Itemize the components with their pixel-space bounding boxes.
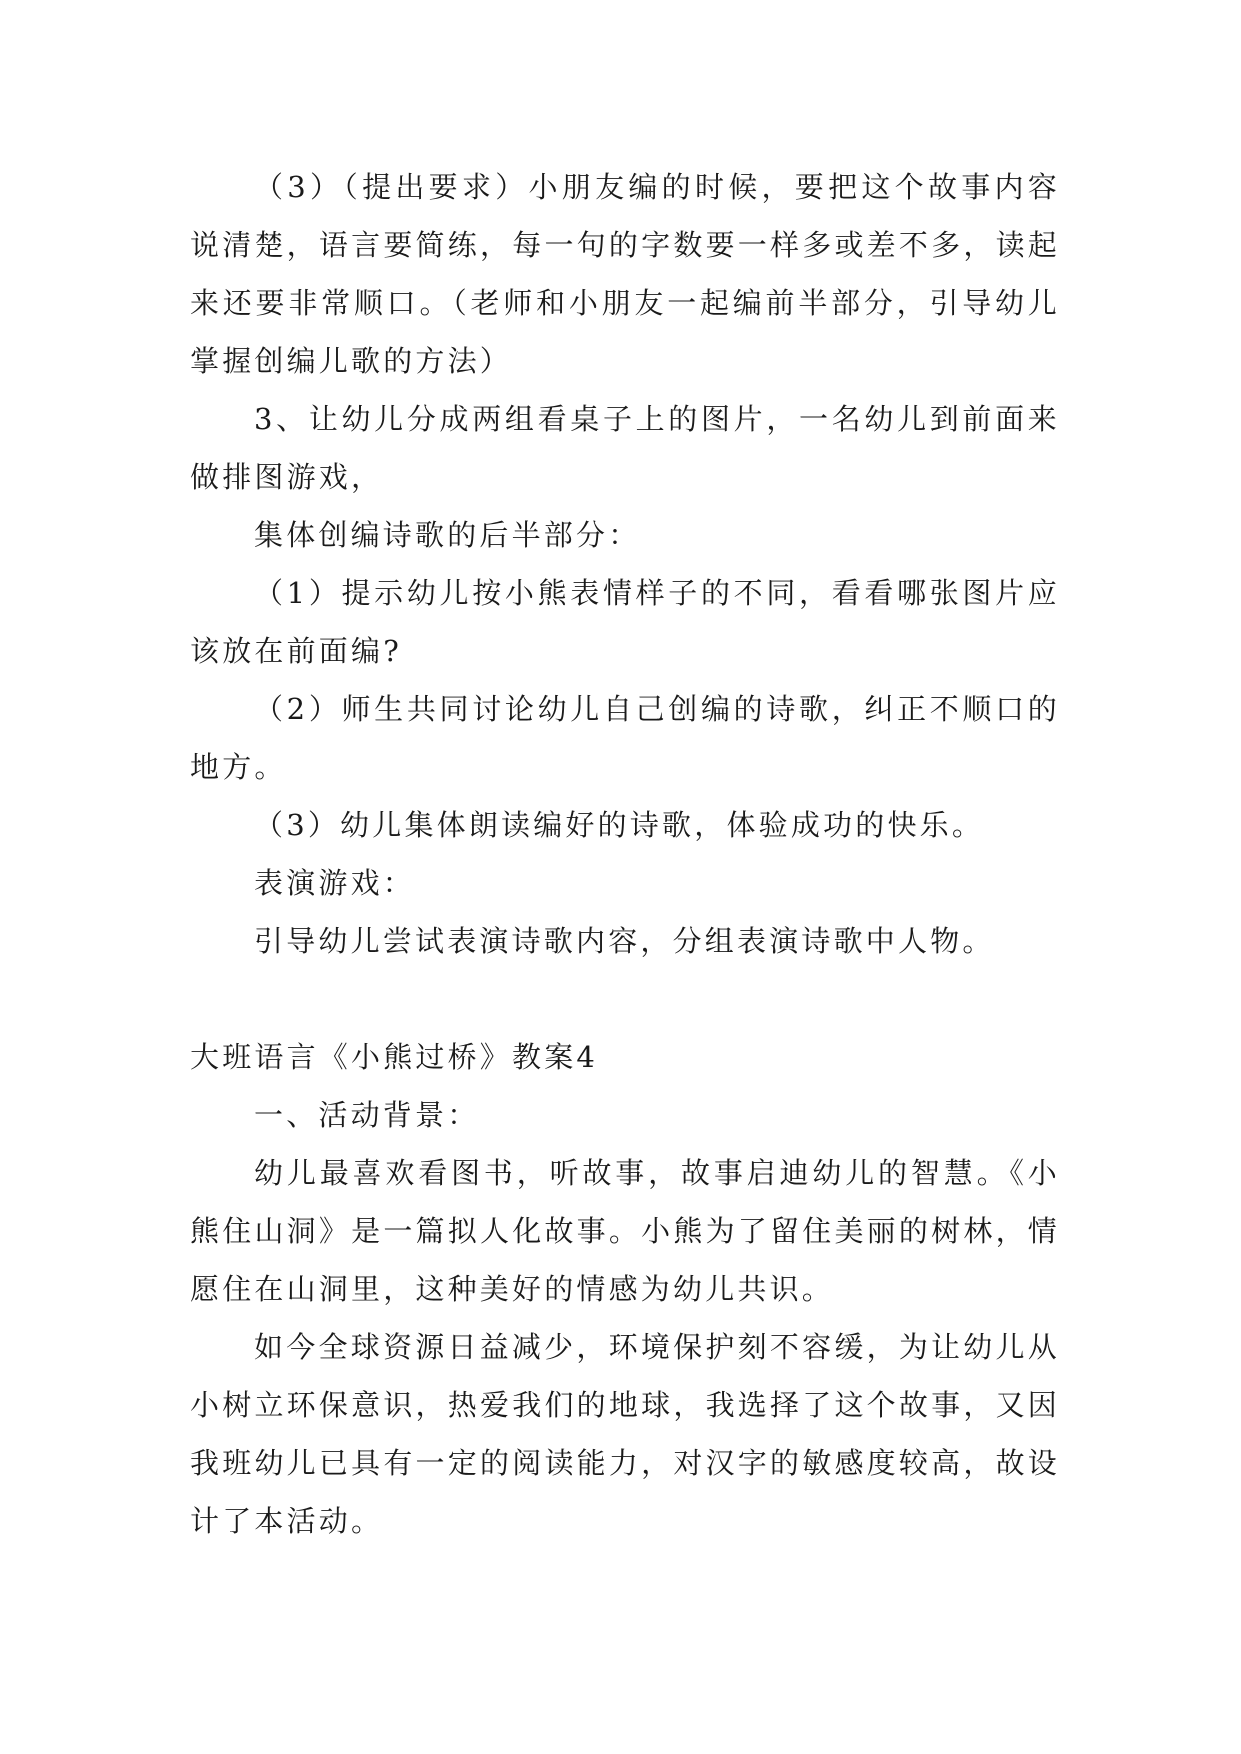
section-spacer bbox=[190, 970, 1060, 1028]
paragraph-reading-3: （3）幼儿集体朗读编好的诗歌，体验成功的快乐。 bbox=[254, 808, 985, 842]
section-title: 大班语言《小熊过桥》教案4 bbox=[190, 1040, 599, 1074]
paragraph-activity-background-heading: 一、活动背景： bbox=[254, 1098, 480, 1132]
paragraph-step-3: 3、让幼儿分成两组看桌子上的图片，一名幼儿到前面来做排图游戏， bbox=[190, 402, 1060, 494]
paragraph-collective-creation: 集体创编诗歌的后半部分： bbox=[254, 518, 641, 552]
paragraph-performance-guide: 引导幼儿尝试表演诗歌内容，分组表演诗歌中人物。 bbox=[254, 924, 995, 958]
document-body bbox=[190, 158, 1060, 1550]
paragraph-background-story: 幼儿最喜欢看图书，听故事，故事启迪幼儿的智慧。《小熊住山洞》是一篇拟人化故事。小熊为了留住美丽的树林，情愿住在山洞里，这种美好的情感为幼儿共识。 bbox=[190, 1156, 1060, 1306]
paragraph-discussion-2: （2）师生共同讨论幼儿自己创编的诗歌，纠正不顺口的地方。 bbox=[190, 692, 1060, 784]
paragraph-background-environment: 如今全球资源日益减少，环境保护刻不容缓，为让幼儿从小树立环保意识，热爱我们的地球，我选择了这个故事，又因我班幼儿已具有一定的阅读能力，对汉字的敏感度较高，故设计了本活动。 bbox=[190, 1330, 1060, 1538]
paragraph-hint-1: （1）提示幼儿按小熊表情样子的不同，看看哪张图片应该放在前面编? bbox=[190, 576, 1060, 668]
paragraph-performance-game: 表演游戏： bbox=[254, 866, 416, 900]
paragraph-requirements: （3）（提出要求）小朋友编的时候，要把这个故事内容说清楚，语言要简练，每一句的字数要一样多或差不多，读起来还要非常顺口。（老师和小朋友一起编前半部分，引导幼儿掌握创编儿歌的方法） bbox=[190, 170, 1060, 378]
